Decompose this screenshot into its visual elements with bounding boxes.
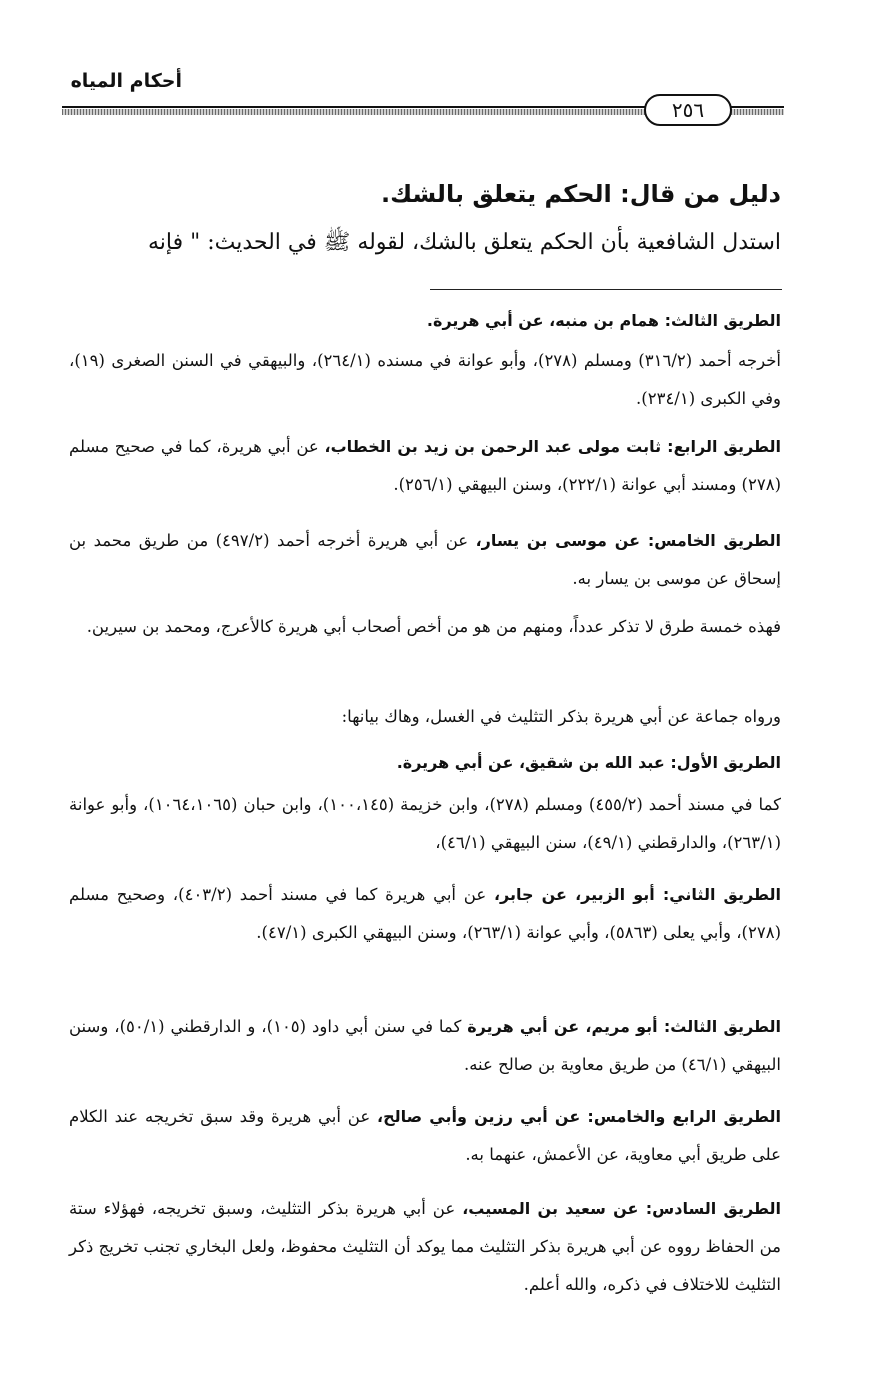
route-label: الطريق الثالث: همام بن منبه، عن أبي هريرة. [426,311,781,330]
route-text: كما في سنن أبي داود (١٠٥)، و الدارقطني (٥٠/١)، وسنن البيهقي (٤٦/١) من طريق معاوية بن صالح عنه. [69,1017,781,1074]
route-label: الطريق الثاني: أبو الزبير، عن جابر، [493,885,782,904]
route-label: الطريق السادس: عن سعيد بن المسيب، [462,1199,781,1218]
footnote-paragraph [69,1008,781,1084]
footnote-paragraph [69,698,781,736]
footnote-paragraph [69,876,781,952]
footnote-paragraph [69,302,781,340]
footnote-paragraph [69,428,781,504]
route-text: أخرجه أحمد (٣١٦/٢) ومسلم (٢٧٨)، وأبو عوانة في مسنده (٢٦٤/١)، والبيهقي في السنن الصغرى (١٩)، وفي الكبرى (٢٣٤/١). [69,351,781,408]
page-number: ٢٥٦ [644,94,732,126]
footnote-paragraph [69,786,781,862]
route-label: الطريق الرابع: ثابت مولى عبد الرحمن بن زيد بن الخطاب، [324,437,781,456]
route-text: عن أبي هريرة كما في مسند أحمد (٤٠٣/٢)، وصحيح مسلم (٢٧٨)، وأبي يعلى (٥٨٦٣)، وأبي عوانة (٢٦٣/١)، وسنن البيهقي الكبرى (٤٧/١). [69,885,781,942]
header-rule [62,100,784,122]
route-text: فهذه خمسة طرق لا تذكر عدداً، ومنهم من هو من أخص أصحاب أبي هريرة كالأعرج، ومحمد بن سيرين. [86,617,781,636]
section-heading: دليل من قال: الحكم يتعلق بالشك. [381,180,781,208]
footnote-paragraph [69,342,781,418]
footnote-paragraph [69,744,781,782]
route-text: عن أبي هريرة أخرجه أحمد (٤٩٧/٢) من طريق محمد بن إسحاق عن موسى بن يسار به. [69,531,781,588]
footnote-paragraph [69,1098,781,1174]
route-label: الطريق الخامس: عن موسى بن يسار، [475,531,781,550]
route-label: الطريق الأول: عبد الله بن شقيق، عن أبي هريرة. [396,753,781,772]
route-text: ورواه جماعة عن أبي هريرة بذكر التثليث في الغسل، وهاك بيانها: [341,707,781,726]
intro-paragraph: استدل الشافعية بأن الحكم يتعلق بالشك، لقوله ﷺ في الحديث: " فإنه [147,230,781,255]
route-text: عن أبي هريرة، كما في صحيح مسلم (٢٧٨) ومسند أبي عوانة (٢٢٢/١)، وسنن البيهقي (٢٥٦/١). [69,437,781,494]
running-title: أحكام المياه [70,70,182,92]
footnote-paragraph [69,608,781,646]
footnote-separator [430,289,782,290]
route-text: عن أبي هريرة بذكر التثليث، وسبق تخريجه، فهؤلاء ستة من الحفاظ رووه عن أبي هريرة بذكر التثليث مما يوكد أن التثليث محفوظ، ولعل البخاري تجنب تخريج ذكر التثليث للاختلاف في ذكره، والله أعلم. [69,1199,781,1294]
route-label: الطريق الرابع والخامس: عن أبي رزين وأبي صالح، [377,1107,781,1126]
footnote-paragraph [69,522,781,598]
footnote-paragraph [69,1190,781,1304]
route-text: عن أبي هريرة وقد سبق تخريجه عند الكلام على طريق أبي معاوية، عن الأعمش، عنهما به. [69,1107,781,1164]
route-label: الطريق الثالث: أبو مريم، عن أبي هريرة [467,1017,781,1036]
route-text: كما في مسند أحمد (٤٥٥/٢) ومسلم (٢٧٨)، وابن خزيمة (١٠٠،١٤٥)، وابن حبان (١٠٦٤،١٠٦٥)، وأبو عوانة (٢٦٣/١)، والدارقطني (٤٩/١)، سنن البيهقي (٤٦/١)، [69,795,781,852]
